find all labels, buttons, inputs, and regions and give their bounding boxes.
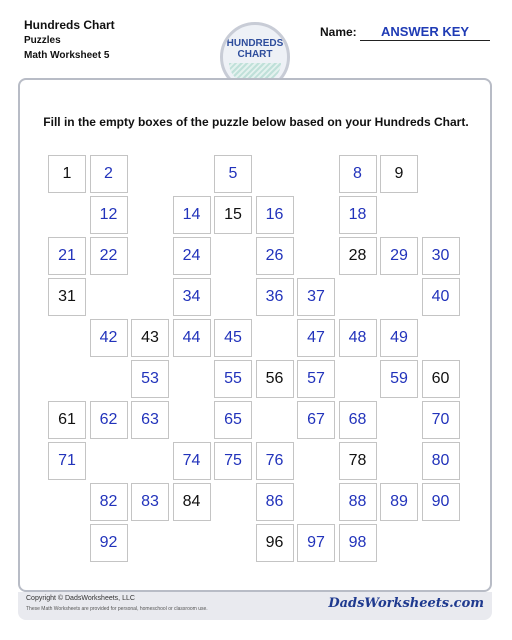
puzzle-cell: 29 [380,237,418,275]
puzzle-cell: 74 [173,442,211,480]
worksheet-number: Math Worksheet 5 [24,50,110,61]
worksheet-title: Hundreds Chart [24,18,115,32]
puzzle-cell: 22 [90,237,128,275]
header-block [24,18,115,63]
puzzle-cell: 49 [380,319,418,357]
puzzle-cell: 15 [214,196,252,234]
name-underline [360,40,490,41]
instructions-text: Fill in the empty boxes of the puzzle below based on your Hundreds Chart. [43,115,469,129]
puzzle-cell: 55 [214,360,252,398]
puzzle-cell: 75 [214,442,252,480]
puzzle-cell: 48 [339,319,377,357]
puzzle-cell: 36 [256,278,294,316]
puzzle-cell: 12 [90,196,128,234]
puzzle-cell: 76 [256,442,294,480]
puzzle-cell: 84 [173,483,211,521]
puzzle-cell: 2 [90,155,128,193]
puzzle-cell: 18 [339,196,377,234]
copyright-text: Copyright © DadsWorksheets, LLC [26,595,135,602]
name-label: Name: [320,25,357,39]
puzzle-cell: 44 [173,319,211,357]
puzzle-cell: 96 [256,524,294,562]
puzzle-cell: 90 [422,483,460,521]
puzzle-cell: 65 [214,401,252,439]
logo-text-line1: HUNDREDS [226,38,284,49]
puzzle-cell: 61 [48,401,86,439]
puzzle-cell: 56 [256,360,294,398]
puzzle-cell: 24 [173,237,211,275]
puzzle-cell: 9 [380,155,418,193]
puzzle-cell: 30 [422,237,460,275]
puzzle-cell: 98 [339,524,377,562]
puzzle-cell: 16 [256,196,294,234]
puzzle-cell: 14 [173,196,211,234]
puzzle-cell: 67 [297,401,335,439]
puzzle-cell: 31 [48,278,86,316]
puzzle-cell: 70 [422,401,460,439]
worksheet-subtitle: Puzzles [24,35,61,46]
puzzle-cell: 42 [90,319,128,357]
puzzle-cell: 43 [131,319,169,357]
puzzle-cell: 71 [48,442,86,480]
puzzle-cell: 47 [297,319,335,357]
footer-bar [18,592,492,620]
logo-text-line2: CHART [237,49,273,60]
puzzle-cell: 37 [297,278,335,316]
puzzle-cell: 60 [422,360,460,398]
puzzle-cell: 80 [422,442,460,480]
puzzle-cell: 57 [297,360,335,398]
puzzle-cell: 86 [256,483,294,521]
disclaimer-text: These Math Worksheets are provided for personal, homeschool or classroom use. [26,606,208,612]
puzzle-cell: 5 [214,155,252,193]
puzzle-cell: 63 [131,401,169,439]
puzzle-cell: 34 [173,278,211,316]
puzzle-cell: 40 [422,278,460,316]
puzzle-cell: 88 [339,483,377,521]
puzzle-cell: 82 [90,483,128,521]
puzzle-cell: 83 [131,483,169,521]
puzzle-cell: 62 [90,401,128,439]
puzzle-cell: 26 [256,237,294,275]
puzzle-cell: 1 [48,155,86,193]
answer-key-label: ANSWER KEY [380,24,470,39]
puzzle-cell: 45 [214,319,252,357]
dadsworksheets-logo: DadsWorksheets.com [328,596,484,611]
puzzle-cell: 53 [131,360,169,398]
puzzle-cell: 92 [90,524,128,562]
puzzle-cell: 28 [339,237,377,275]
puzzle-cell: 97 [297,524,335,562]
puzzle-cell: 89 [380,483,418,521]
puzzle-cell: 8 [339,155,377,193]
puzzle-cell: 68 [339,401,377,439]
puzzle-cell: 78 [339,442,377,480]
puzzle-cell: 21 [48,237,86,275]
puzzle-cell: 59 [380,360,418,398]
